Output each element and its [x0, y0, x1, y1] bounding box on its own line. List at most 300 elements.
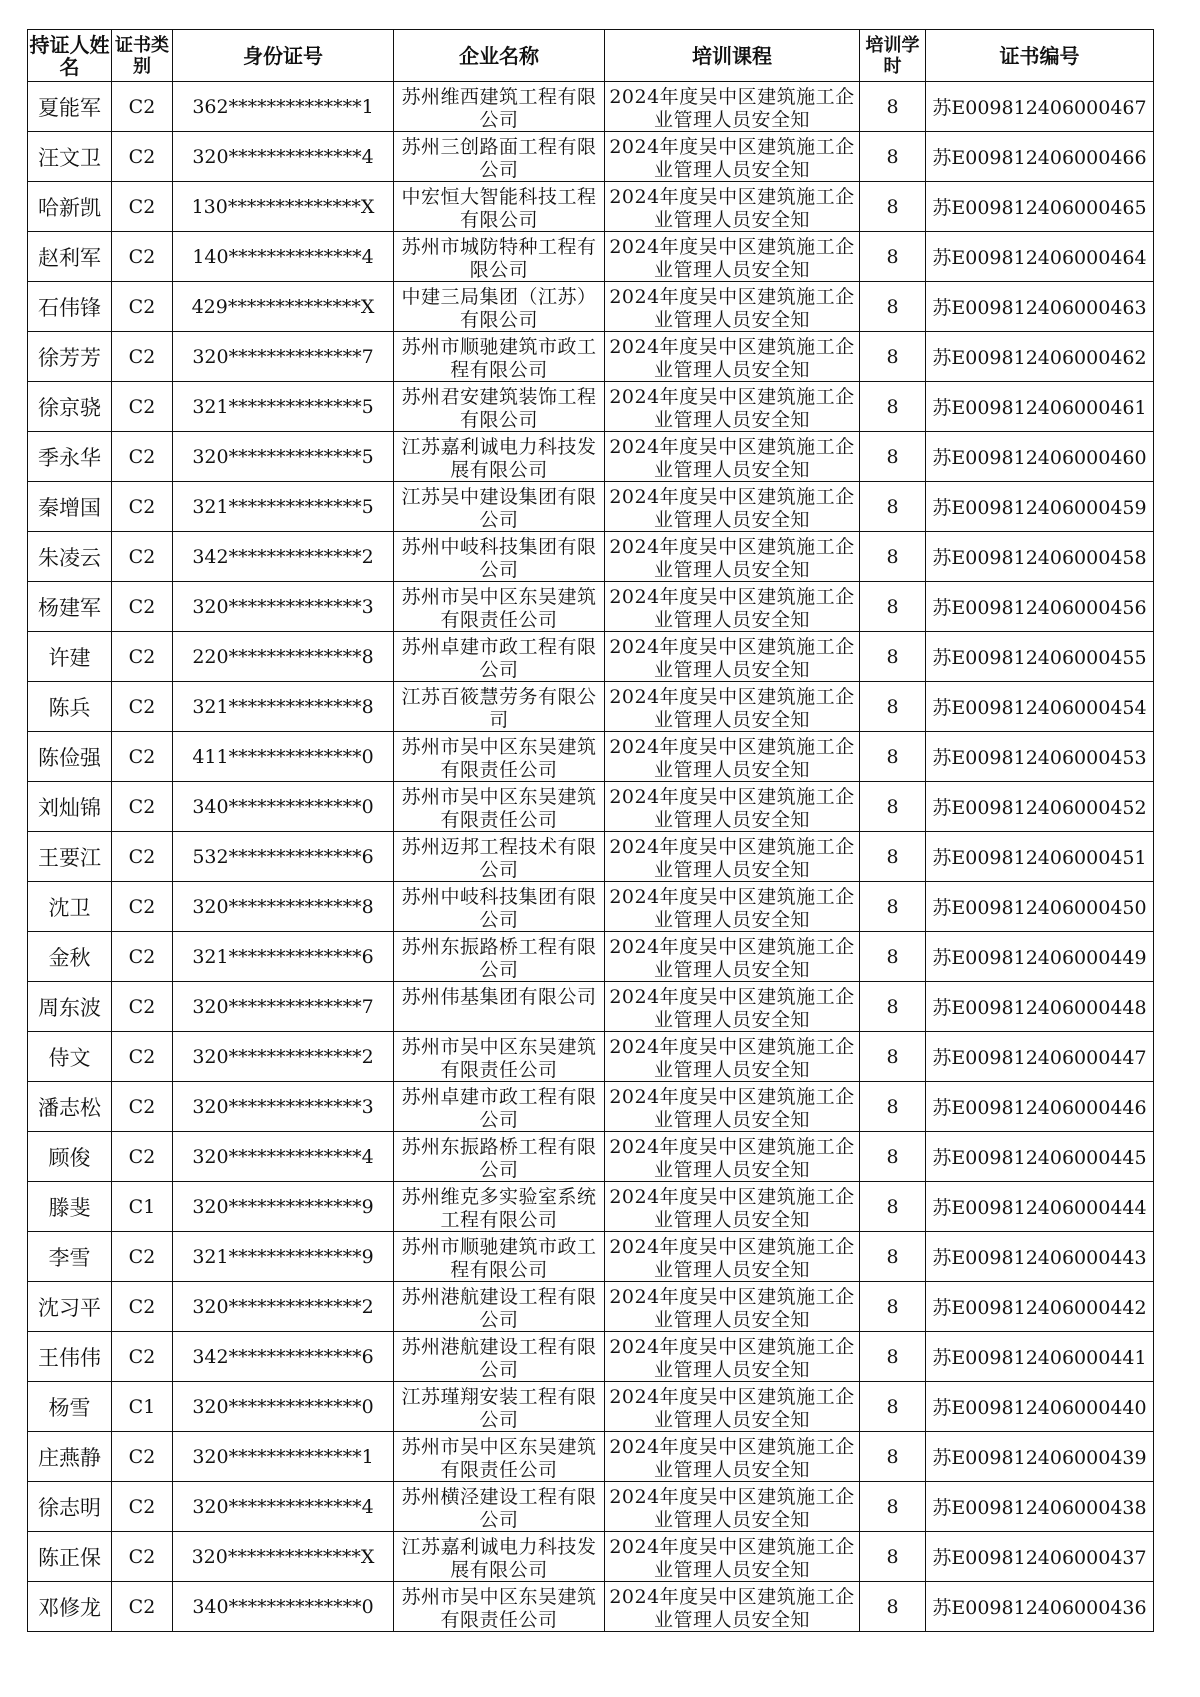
training-hours-cell: 8 — [860, 132, 926, 182]
id-number-cell: 140**************4 — [173, 232, 394, 282]
table-row — [28, 832, 1154, 882]
header-id-number: 身份证号 — [173, 30, 394, 82]
id-number-cell: 220**************8 — [173, 632, 394, 682]
training-course-cell — [605, 182, 860, 232]
training-course-cell — [605, 1032, 860, 1082]
id-number-cell: 320**************2 — [173, 1282, 394, 1332]
holder-name-cell: 朱凌云 — [28, 532, 112, 582]
cert-type-cell: C2 — [112, 782, 173, 832]
table-row — [28, 1582, 1154, 1632]
company-name-cell — [394, 82, 605, 132]
company-name-cell-text: 苏州卓建市政工程有限公司 — [401, 635, 597, 680]
cert-type-cell: C2 — [112, 182, 173, 232]
cert-number-cell: 苏E009812406000448 — [926, 982, 1154, 1032]
id-number-cell: 320**************3 — [173, 1082, 394, 1132]
training-course-cell-text: 2024年度吴中区建筑施工企业管理人员安全知 — [609, 435, 855, 480]
cert-type-cell: C2 — [112, 982, 173, 1032]
holder-name-cell: 杨雪 — [28, 1382, 112, 1432]
training-course-cell — [605, 582, 860, 632]
table-row — [28, 482, 1154, 532]
training-course-cell-text: 2024年度吴中区建筑施工企业管理人员安全知 — [609, 1035, 855, 1080]
cert-number-cell: 苏E009812406000446 — [926, 1082, 1154, 1132]
cert-number-cell: 苏E009812406000437 — [926, 1532, 1154, 1582]
company-name-cell-text: 中建三局集团（江苏）有限公司 — [401, 285, 597, 330]
holder-name-cell: 王要江 — [28, 832, 112, 882]
cert-number-cell: 苏E009812406000458 — [926, 532, 1154, 582]
training-hours-cell: 8 — [860, 932, 926, 982]
cert-type-cell: C2 — [112, 232, 173, 282]
cert-number-cell: 苏E009812406000450 — [926, 882, 1154, 932]
training-course-cell-text: 2024年度吴中区建筑施工企业管理人员安全知 — [609, 885, 855, 930]
company-name-cell — [394, 1082, 605, 1132]
id-number-cell: 320**************3 — [173, 582, 394, 632]
company-name-cell — [394, 132, 605, 182]
id-number-cell: 321**************9 — [173, 1232, 394, 1282]
cert-type-cell: C2 — [112, 1432, 173, 1482]
training-course-cell — [605, 632, 860, 682]
training-course-cell-text: 2024年度吴中区建筑施工企业管理人员安全知 — [609, 1285, 855, 1330]
cert-number-cell: 苏E009812406000456 — [926, 582, 1154, 632]
training-course-cell — [605, 432, 860, 482]
company-name-cell — [394, 1032, 605, 1082]
training-course-cell-text: 2024年度吴中区建筑施工企业管理人员安全知 — [609, 1535, 855, 1580]
id-number-cell: 320**************8 — [173, 882, 394, 932]
table-row — [28, 982, 1154, 1032]
cert-number-cell: 苏E009812406000453 — [926, 732, 1154, 782]
training-course-cell-text: 2024年度吴中区建筑施工企业管理人员安全知 — [609, 485, 855, 530]
training-course-cell — [605, 1482, 860, 1532]
company-name-cell-text: 苏州中岐科技集团有限公司 — [401, 535, 597, 580]
company-name-cell — [394, 1182, 605, 1232]
training-course-cell — [605, 232, 860, 282]
training-course-cell — [605, 932, 860, 982]
training-hours-cell: 8 — [860, 1182, 926, 1232]
company-name-cell-text: 江苏瑾翔安装工程有限公司 — [401, 1385, 597, 1430]
training-hours-cell: 8 — [860, 1582, 926, 1632]
training-hours-cell: 8 — [860, 832, 926, 882]
id-number-cell: 411**************0 — [173, 732, 394, 782]
training-course-cell-text: 2024年度吴中区建筑施工企业管理人员安全知 — [609, 1335, 855, 1380]
company-name-cell — [394, 532, 605, 582]
cert-type-cell: C2 — [112, 1282, 173, 1332]
training-hours-cell: 8 — [860, 232, 926, 282]
company-name-cell-text: 苏州港航建设工程有限公司 — [401, 1335, 597, 1380]
training-course-cell — [605, 482, 860, 532]
training-hours-cell: 8 — [860, 582, 926, 632]
table-row — [28, 682, 1154, 732]
company-name-cell-text: 苏州东振路桥工程有限公司 — [401, 1135, 597, 1180]
cert-number-cell: 苏E009812406000454 — [926, 682, 1154, 732]
training-hours-cell: 8 — [860, 82, 926, 132]
cert-type-cell: C2 — [112, 582, 173, 632]
id-number-cell: 320**************4 — [173, 1482, 394, 1532]
training-course-cell — [605, 1532, 860, 1582]
training-course-cell-text: 2024年度吴中区建筑施工企业管理人员安全知 — [609, 1135, 855, 1180]
holder-name-cell: 王伟伟 — [28, 1332, 112, 1382]
training-course-cell — [605, 1382, 860, 1432]
training-hours-cell: 8 — [860, 182, 926, 232]
cert-type-cell: C2 — [112, 1132, 173, 1182]
cert-type-cell: C2 — [112, 532, 173, 582]
id-number-cell: 321**************6 — [173, 932, 394, 982]
training-course-cell-text: 2024年度吴中区建筑施工企业管理人员安全知 — [609, 1185, 855, 1230]
table-row — [28, 1482, 1154, 1532]
cert-number-cell: 苏E009812406000442 — [926, 1282, 1154, 1332]
cert-type-cell: C2 — [112, 1332, 173, 1382]
training-hours-cell: 8 — [860, 482, 926, 532]
company-name-cell — [394, 232, 605, 282]
id-number-cell: 130**************X — [173, 182, 394, 232]
company-name-cell — [394, 832, 605, 882]
cert-type-cell: C2 — [112, 332, 173, 382]
cert-type-cell: C2 — [112, 632, 173, 682]
training-course-cell-text: 2024年度吴中区建筑施工企业管理人员安全知 — [609, 1085, 855, 1130]
company-name-cell-text: 苏州市顺驰建筑市政工程有限公司 — [401, 1235, 597, 1280]
training-course-cell — [605, 1282, 860, 1332]
training-course-cell-text: 2024年度吴中区建筑施工企业管理人员安全知 — [609, 1235, 855, 1280]
cert-type-cell: C1 — [112, 1182, 173, 1232]
training-course-cell — [605, 382, 860, 432]
training-course-cell-text: 2024年度吴中区建筑施工企业管理人员安全知 — [609, 935, 855, 980]
cert-type-cell: C2 — [112, 832, 173, 882]
holder-name-cell: 沈卫 — [28, 882, 112, 932]
holder-name-cell: 沈习平 — [28, 1282, 112, 1332]
holder-name-cell: 李雪 — [28, 1232, 112, 1282]
id-number-cell: 320**************1 — [173, 1432, 394, 1482]
training-course-cell-text: 2024年度吴中区建筑施工企业管理人员安全知 — [609, 735, 855, 780]
company-name-cell-text: 苏州三创路面工程有限公司 — [401, 135, 597, 180]
table-row — [28, 182, 1154, 232]
holder-name-cell: 邓修龙 — [28, 1582, 112, 1632]
id-number-cell: 320**************X — [173, 1532, 394, 1582]
cert-type-cell: C2 — [112, 1532, 173, 1582]
cert-type-cell: C2 — [112, 132, 173, 182]
id-number-cell: 340**************0 — [173, 1582, 394, 1632]
cert-number-cell: 苏E009812406000464 — [926, 232, 1154, 282]
training-course-cell-text: 2024年度吴中区建筑施工企业管理人员安全知 — [609, 1435, 855, 1480]
table-row — [28, 632, 1154, 682]
training-hours-cell: 8 — [860, 1232, 926, 1282]
training-course-cell — [605, 332, 860, 382]
cert-number-cell: 苏E009812406000444 — [926, 1182, 1154, 1232]
company-name-cell-text: 苏州维克多实验室系统工程有限公司 — [401, 1185, 597, 1230]
training-course-cell-text: 2024年度吴中区建筑施工企业管理人员安全知 — [609, 1485, 855, 1530]
table-row — [28, 582, 1154, 632]
cert-number-cell: 苏E009812406000462 — [926, 332, 1154, 382]
table-row — [28, 82, 1154, 132]
id-number-cell: 532**************6 — [173, 832, 394, 882]
table-row — [28, 782, 1154, 832]
training-hours-cell: 8 — [860, 1032, 926, 1082]
id-number-cell: 320**************5 — [173, 432, 394, 482]
training-course-cell — [605, 732, 860, 782]
table-row — [28, 382, 1154, 432]
company-name-cell-text: 苏州中岐科技集团有限公司 — [401, 885, 597, 930]
company-name-cell — [394, 582, 605, 632]
id-number-cell: 320**************9 — [173, 1182, 394, 1232]
training-hours-cell: 8 — [860, 332, 926, 382]
company-name-cell — [394, 732, 605, 782]
training-course-cell — [605, 1182, 860, 1232]
holder-name-cell: 徐芳芳 — [28, 332, 112, 382]
holder-name-cell: 许建 — [28, 632, 112, 682]
cert-type-cell: C2 — [112, 1032, 173, 1082]
company-name-cell-text: 苏州市吴中区东吴建筑有限责任公司 — [401, 1585, 597, 1630]
training-course-cell — [605, 1132, 860, 1182]
training-course-cell — [605, 782, 860, 832]
cert-number-cell: 苏E009812406000465 — [926, 182, 1154, 232]
company-name-cell — [394, 882, 605, 932]
holder-name-cell: 庄燕静 — [28, 1432, 112, 1482]
cert-number-cell: 苏E009812406000443 — [926, 1232, 1154, 1282]
company-name-cell — [394, 1232, 605, 1282]
company-name-cell — [394, 1132, 605, 1182]
company-name-cell — [394, 782, 605, 832]
training-hours-cell: 8 — [860, 432, 926, 482]
company-name-cell-text: 苏州市吴中区东吴建筑有限责任公司 — [401, 1435, 597, 1480]
training-course-cell — [605, 832, 860, 882]
training-hours-cell: 8 — [860, 1432, 926, 1482]
holder-name-cell: 徐志明 — [28, 1482, 112, 1532]
cert-number-cell: 苏E009812406000461 — [926, 382, 1154, 432]
training-course-cell — [605, 132, 860, 182]
table-row — [28, 1032, 1154, 1082]
company-name-cell — [394, 282, 605, 332]
id-number-cell: 321**************5 — [173, 382, 394, 432]
company-name-cell — [394, 1482, 605, 1532]
cert-number-cell: 苏E009812406000440 — [926, 1382, 1154, 1432]
company-name-cell — [394, 1582, 605, 1632]
table-body — [28, 82, 1154, 1632]
cert-type-cell: C2 — [112, 382, 173, 432]
cert-number-cell: 苏E009812406000449 — [926, 932, 1154, 982]
cert-number-cell: 苏E009812406000459 — [926, 482, 1154, 532]
company-name-cell-text: 苏州东振路桥工程有限公司 — [401, 935, 597, 980]
company-name-cell — [394, 332, 605, 382]
cert-number-cell: 苏E009812406000455 — [926, 632, 1154, 682]
holder-name-cell: 刘灿锦 — [28, 782, 112, 832]
holder-name-cell: 周东波 — [28, 982, 112, 1032]
table-row — [28, 532, 1154, 582]
table-row — [28, 1082, 1154, 1132]
company-name-cell — [394, 1532, 605, 1582]
cert-number-cell: 苏E009812406000463 — [926, 282, 1154, 332]
cert-type-cell: C2 — [112, 732, 173, 782]
table-row — [28, 1232, 1154, 1282]
table-row — [28, 1282, 1154, 1332]
table-row — [28, 932, 1154, 982]
cert-number-cell: 苏E009812406000467 — [926, 82, 1154, 132]
cert-type-cell: C1 — [112, 1382, 173, 1432]
company-name-cell-text: 苏州横泾建设工程有限公司 — [401, 1485, 597, 1530]
training-hours-cell: 8 — [860, 1132, 926, 1182]
training-hours-cell: 8 — [860, 1282, 926, 1332]
id-number-cell: 321**************5 — [173, 482, 394, 532]
holder-name-cell: 陈俭强 — [28, 732, 112, 782]
company-name-cell-text: 江苏嘉利诚电力科技发展有限公司 — [401, 435, 597, 480]
cert-type-cell: C2 — [112, 432, 173, 482]
header-company-name: 企业名称 — [394, 30, 605, 82]
training-hours-cell: 8 — [860, 382, 926, 432]
id-number-cell: 320**************0 — [173, 1382, 394, 1432]
training-hours-cell: 8 — [860, 632, 926, 682]
table-row — [28, 1132, 1154, 1182]
training-hours-cell: 8 — [860, 282, 926, 332]
cert-type-cell: C2 — [112, 1082, 173, 1132]
table-row — [28, 132, 1154, 182]
company-name-cell — [394, 1332, 605, 1382]
id-number-cell: 362**************1 — [173, 82, 394, 132]
id-number-cell: 340**************0 — [173, 782, 394, 832]
cert-type-cell: C2 — [112, 82, 173, 132]
holder-name-cell: 陈正保 — [28, 1532, 112, 1582]
company-name-cell-text: 苏州市顺驰建筑市政工程有限公司 — [401, 335, 597, 380]
company-name-cell — [394, 432, 605, 482]
company-name-cell-text: 江苏百筱慧劳务有限公司 — [401, 685, 597, 730]
header-training-hours: 培训学时 — [860, 30, 926, 82]
training-course-cell — [605, 1432, 860, 1482]
company-name-cell-text: 苏州卓建市政工程有限公司 — [401, 1085, 597, 1130]
training-hours-cell: 8 — [860, 532, 926, 582]
header-row — [28, 30, 1154, 82]
training-course-cell — [605, 1332, 860, 1382]
company-name-cell — [394, 632, 605, 682]
training-course-cell — [605, 682, 860, 732]
training-hours-cell: 8 — [860, 1332, 926, 1382]
table-row — [28, 732, 1154, 782]
company-name-cell-text: 苏州市吴中区东吴建筑有限责任公司 — [401, 1035, 597, 1080]
cert-number-cell: 苏E009812406000436 — [926, 1582, 1154, 1632]
cert-type-cell: C2 — [112, 1482, 173, 1532]
training-course-cell — [605, 82, 860, 132]
cert-type-cell: C2 — [112, 482, 173, 532]
training-course-cell — [605, 282, 860, 332]
cert-number-cell: 苏E009812406000445 — [926, 1132, 1154, 1182]
holder-name-cell: 陈兵 — [28, 682, 112, 732]
table-row — [28, 1432, 1154, 1482]
id-number-cell: 320**************7 — [173, 982, 394, 1032]
company-name-cell — [394, 182, 605, 232]
header-holder-name: 持证人姓名 — [28, 30, 112, 82]
table-row — [28, 1332, 1154, 1382]
training-hours-cell: 8 — [860, 732, 926, 782]
training-course-cell-text: 2024年度吴中区建筑施工企业管理人员安全知 — [609, 335, 855, 380]
company-name-cell-text: 江苏吴中建设集团有限公司 — [401, 485, 597, 530]
table-row — [28, 282, 1154, 332]
cert-type-cell: C2 — [112, 932, 173, 982]
training-hours-cell: 8 — [860, 782, 926, 832]
holder-name-cell: 季永华 — [28, 432, 112, 482]
header-cert-type: 证书类别 — [112, 30, 173, 82]
holder-name-cell: 滕斐 — [28, 1182, 112, 1232]
cert-type-cell: C2 — [112, 1232, 173, 1282]
training-course-cell-text: 2024年度吴中区建筑施工企业管理人员安全知 — [609, 235, 855, 280]
header-cert-number: 证书编号 — [926, 30, 1154, 82]
training-course-cell-text: 2024年度吴中区建筑施工企业管理人员安全知 — [609, 1385, 855, 1430]
certificate-table — [27, 29, 1154, 1632]
training-course-cell — [605, 882, 860, 932]
cert-type-cell: C2 — [112, 682, 173, 732]
company-name-cell — [394, 1282, 605, 1332]
training-course-cell-text: 2024年度吴中区建筑施工企业管理人员安全知 — [609, 585, 855, 630]
id-number-cell: 321**************8 — [173, 682, 394, 732]
company-name-cell-text: 苏州港航建设工程有限公司 — [401, 1285, 597, 1330]
holder-name-cell: 杨建军 — [28, 582, 112, 632]
training-course-cell-text: 2024年度吴中区建筑施工企业管理人员安全知 — [609, 285, 855, 330]
company-name-cell-text: 苏州伟基集团有限公司 — [401, 985, 597, 1008]
id-number-cell: 342**************2 — [173, 532, 394, 582]
holder-name-cell: 潘志松 — [28, 1082, 112, 1132]
training-course-cell — [605, 1082, 860, 1132]
holder-name-cell: 顾俊 — [28, 1132, 112, 1182]
cert-number-cell: 苏E009812406000460 — [926, 432, 1154, 482]
holder-name-cell: 汪文卫 — [28, 132, 112, 182]
header-training-course: 培训课程 — [605, 30, 860, 82]
holder-name-cell: 赵利军 — [28, 232, 112, 282]
cert-type-cell: C2 — [112, 282, 173, 332]
company-name-cell-text: 苏州君安建筑装饰工程有限公司 — [401, 385, 597, 430]
company-name-cell-text: 苏州市吴中区东吴建筑有限责任公司 — [401, 585, 597, 630]
company-name-cell — [394, 382, 605, 432]
training-course-cell-text: 2024年度吴中区建筑施工企业管理人员安全知 — [609, 835, 855, 880]
cert-number-cell: 苏E009812406000466 — [926, 132, 1154, 182]
holder-name-cell: 秦增国 — [28, 482, 112, 532]
cert-number-cell: 苏E009812406000447 — [926, 1032, 1154, 1082]
holder-name-cell: 石伟锋 — [28, 282, 112, 332]
cert-number-cell: 苏E009812406000438 — [926, 1482, 1154, 1532]
id-number-cell: 342**************6 — [173, 1332, 394, 1382]
cert-type-cell: C2 — [112, 882, 173, 932]
holder-name-cell: 哈新凯 — [28, 182, 112, 232]
training-course-cell-text: 2024年度吴中区建筑施工企业管理人员安全知 — [609, 135, 855, 180]
training-course-cell — [605, 1582, 860, 1632]
company-name-cell-text: 苏州市城防特种工程有限公司 — [401, 235, 597, 280]
company-name-cell — [394, 482, 605, 532]
table-row — [28, 432, 1154, 482]
company-name-cell — [394, 682, 605, 732]
company-name-cell-text: 苏州迈邦工程技术有限公司 — [401, 835, 597, 880]
holder-name-cell: 徐京骁 — [28, 382, 112, 432]
training-hours-cell: 8 — [860, 982, 926, 1032]
training-hours-cell: 8 — [860, 1382, 926, 1432]
id-number-cell: 320**************4 — [173, 1132, 394, 1182]
table-row — [28, 1532, 1154, 1582]
cert-type-cell: C2 — [112, 1582, 173, 1632]
table-row — [28, 1182, 1154, 1232]
id-number-cell: 320**************7 — [173, 332, 394, 382]
company-name-cell — [394, 1382, 605, 1432]
cert-number-cell: 苏E009812406000452 — [926, 782, 1154, 832]
company-name-cell — [394, 1432, 605, 1482]
company-name-cell-text: 苏州市吴中区东吴建筑有限责任公司 — [401, 735, 597, 780]
holder-name-cell: 侍文 — [28, 1032, 112, 1082]
id-number-cell: 320**************4 — [173, 132, 394, 182]
training-course-cell-text: 2024年度吴中区建筑施工企业管理人员安全知 — [609, 385, 855, 430]
table-row — [28, 1382, 1154, 1432]
holder-name-cell: 夏能军 — [28, 82, 112, 132]
training-course-cell-text: 2024年度吴中区建筑施工企业管理人员安全知 — [609, 185, 855, 230]
cert-number-cell: 苏E009812406000441 — [926, 1332, 1154, 1382]
company-name-cell-text: 江苏嘉利诚电力科技发展有限公司 — [401, 1535, 597, 1580]
training-hours-cell: 8 — [860, 1532, 926, 1582]
training-course-cell-text: 2024年度吴中区建筑施工企业管理人员安全知 — [609, 685, 855, 730]
id-number-cell: 320**************2 — [173, 1032, 394, 1082]
training-course-cell — [605, 982, 860, 1032]
training-hours-cell: 8 — [860, 882, 926, 932]
table-row — [28, 332, 1154, 382]
holder-name-cell: 金秋 — [28, 932, 112, 982]
training-course-cell-text: 2024年度吴中区建筑施工企业管理人员安全知 — [609, 985, 855, 1030]
